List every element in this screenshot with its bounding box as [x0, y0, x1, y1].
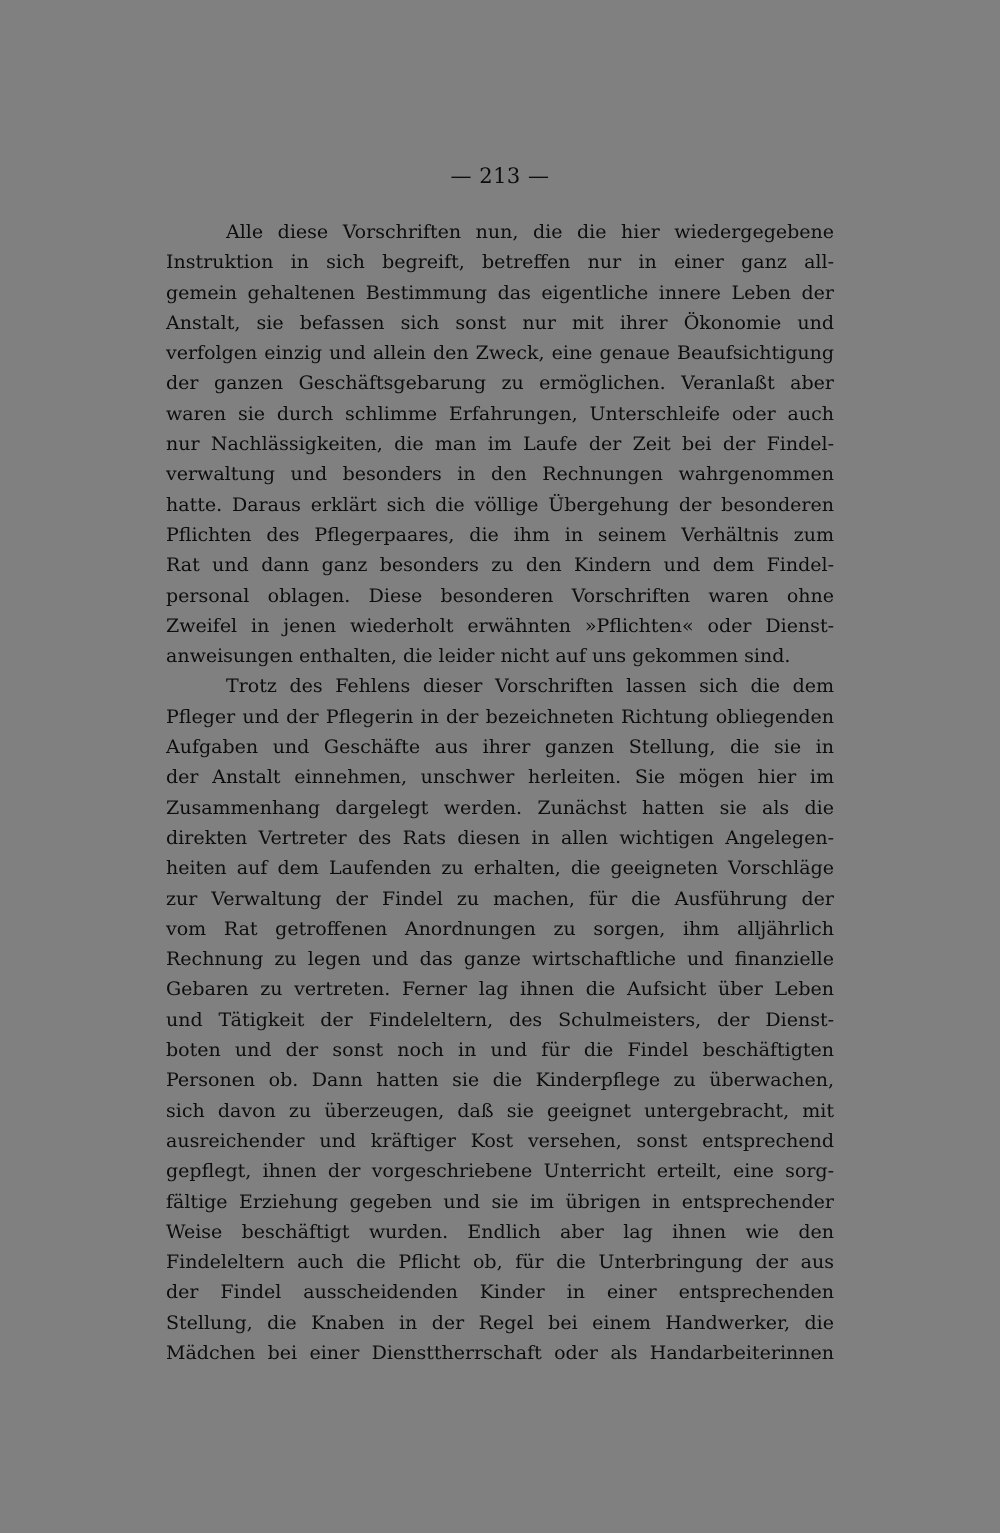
text-line: Personen ob. Dann hatten sie die Kinderpflege zu überwachen,	[166, 1069, 834, 1092]
text-line: Zweifel in jenen wiederholt erwähnten »Pflichten« oder Dienst-	[166, 614, 834, 637]
text-line: Zusammenhang dargelegt werden. Zunächst hatten sie als die	[166, 796, 834, 819]
text-line: Findeleltern auch die Pflicht ob, für die Unterbringung der aus	[166, 1251, 834, 1274]
text-line: Weise beschäftigt wurden. Endlich aber lag ihnen wie den	[166, 1220, 834, 1243]
text-line: Mädchen bei einer Diensttherrschaft oder als Handarbeiterinnen	[166, 1341, 834, 1364]
text-line: gemein gehaltenen Bestimmung das eigentliche innere Leben der	[166, 281, 834, 304]
text-line: der Anstalt einnehmen, unschwer herleiten. Sie mögen hier im	[166, 766, 834, 789]
text-line: der ganzen Geschäftsgebarung zu ermöglichen. Veranlaßt aber	[166, 372, 834, 395]
text-line: hatte. Daraus erklärt sich die völlige Übergehung der besonderen	[166, 493, 834, 516]
text-line: vom Rat getroffenen Anordnungen zu sorgen, ihm alljährlich	[166, 917, 834, 940]
text-line: waren sie durch schlimme Erfahrungen, Unterschleife oder auch	[166, 402, 834, 425]
text-line: gepflegt, ihnen der vorgeschriebene Unterricht erteilt, eine sorg-	[166, 1160, 834, 1183]
text-line: und Tätigkeit der Findeleltern, des Schulmeisters, der Dienst-	[166, 1008, 834, 1031]
paragraph-2-first-line: Trotz des Fehlens dieser Vorschriften lassen sich die dem	[226, 675, 834, 698]
text-line: Aufgaben und Geschäfte aus ihrer ganzen Stellung, die sie in	[166, 736, 834, 759]
text-line: direkten Vertreter des Rats diesen in allen wichtigen Angelegen-	[166, 826, 834, 849]
text-line: verwaltung und besonders in den Rechnungen wahrgenommen	[166, 463, 834, 486]
text-line: Anstalt, sie befassen sich sonst nur mit ihrer Ökonomie und	[166, 311, 834, 334]
text-line: Gebaren zu vertreten. Ferner lag ihnen die Aufsicht über Leben	[166, 978, 834, 1001]
text-line: heiten auf dem Laufenden zu erhalten, die geeigneten Vorschläge	[166, 857, 834, 880]
text-line: sich davon zu überzeugen, daß sie geeignet untergebracht, mit	[166, 1099, 834, 1122]
page-number: — 213 —	[450, 164, 550, 188]
body-text	[166, 217, 834, 1368]
text-line: fältige Erziehung gegeben und sie im übrigen in entsprechender	[166, 1190, 834, 1213]
paragraph-1-first-line: Alle diese Vorschriften nun, die die hier wiedergegebene	[226, 221, 834, 243]
text-line: Rat und dann ganz besonders zu den Kindern und dem Findel-	[166, 554, 834, 577]
text-line: zur Verwaltung der Findel zu machen, für die Ausführung der	[166, 887, 834, 910]
text-line: Stellung, die Knaben in der Regel bei einem Handwerker, die	[166, 1311, 834, 1334]
text-line: personal oblagen. Diese besonderen Vorschriften waren ohne	[166, 584, 834, 607]
text-line: Pfleger und der Pflegerin in der bezeichneten Richtung obliegenden	[166, 705, 834, 728]
text-line: Instruktion in sich begreift, betreffen nur in einer ganz all-	[166, 251, 834, 274]
text-line: nur Nachlässigkeiten, die man im Laufe der Zeit bei der Findel-	[166, 433, 834, 456]
text-line: boten und der sonst noch in und für die Findel beschäftigten	[166, 1039, 834, 1062]
paragraph-1-last-line: anweisungen enthalten, die leider nicht auf uns gekommen sind.	[166, 645, 791, 668]
text-line: der Findel ausscheidenden Kinder in einer entsprechenden	[166, 1281, 834, 1304]
text-line: Rechnung zu legen und das ganze wirtschaftliche und finanzielle	[166, 948, 834, 971]
text-line: ausreichender und kräftiger Kost versehen, sonst entsprechend	[166, 1129, 834, 1152]
text-line: verfolgen einzig und allein den Zweck, eine genaue Beaufsichtigung	[166, 342, 834, 365]
text-line: Pflichten des Pflegerpaares, die ihm in seinem Verhältnis zum	[166, 523, 834, 546]
